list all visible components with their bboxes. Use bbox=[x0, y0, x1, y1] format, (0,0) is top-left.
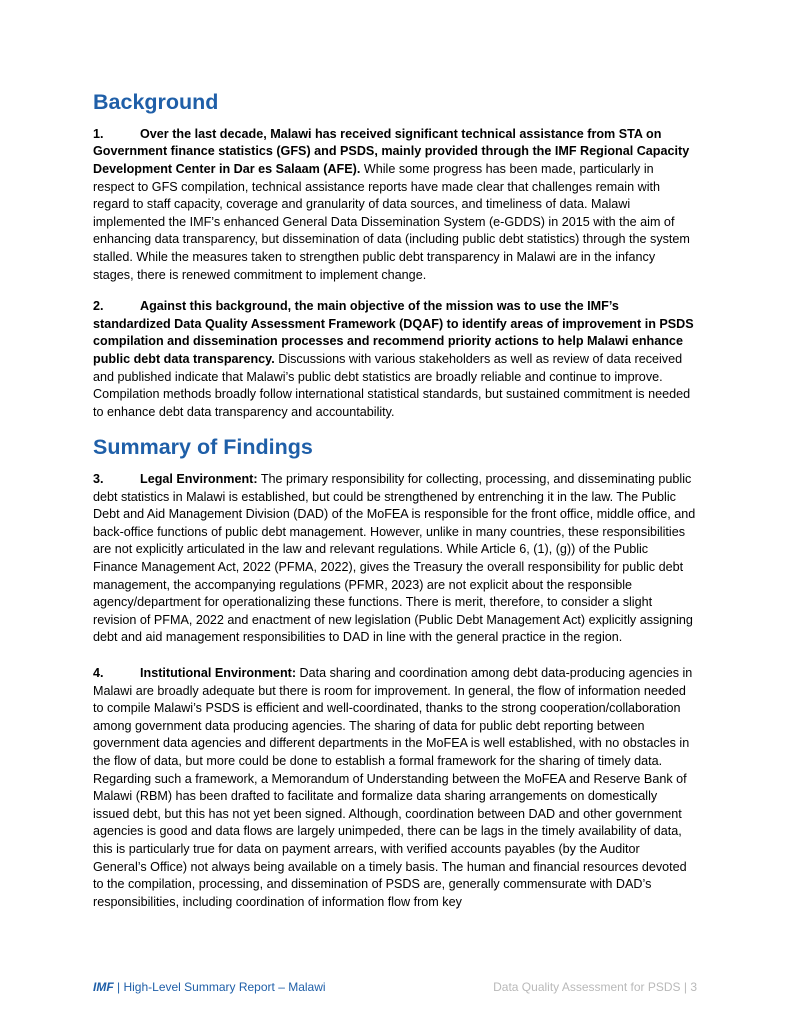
paragraph-lead: Legal Environment: bbox=[140, 472, 258, 487]
paragraph-2 bbox=[93, 298, 696, 421]
paragraph-number: 4. bbox=[93, 666, 104, 681]
footer-page-info: Data Quality Assessment for PSDS | 3 bbox=[493, 980, 697, 994]
paragraph-text: While some progress has been made, particularly in respect to GFS compilation, technical assistance reports have made clear that challenges remain with regard to staff capacity, coverage and granularity of data sources, and timeliness of data. Malawi implemented the IMF’s enhanced General Data Dissemination System (e-GDDS) in 2015 with the aim of enhancing data transparency, but dissemination of data (including public debt statistics) through the system stalled. While the measures taken to strengthen public debt transparency in Malawi are in the infancy stages, there is renewed commitment to implement change. bbox=[93, 161, 690, 282]
paragraph-number: 1. bbox=[93, 126, 104, 141]
paragraph-lead: Against this background, the main objective of the mission was to use the IMF’s standardized Data Quality Assessment Framework (DQAF) to identify areas of improvement in PSDS compilation and dissemination processes and recommend priority actions to help Malawi enhance public debt data transparency. bbox=[93, 299, 694, 366]
paragraph-1 bbox=[93, 126, 696, 284]
heading-summary-of-findings: Summary of Findings bbox=[93, 435, 313, 460]
footer-left bbox=[93, 980, 326, 994]
footer-separator: | bbox=[113, 980, 124, 994]
paragraph-lead: Over the last decade, Malawi has received significant technical assistance from STA on Government finance statistics (GFS) and PSDS, mainly provided through the IMF Regional Capacity Development Center in Dar es Salaam (AFE). bbox=[93, 126, 690, 176]
paragraph-text: Data sharing and coordination among debt data-producing agencies in Malawi are broadly adequate but there is room for improvement. In general, the flow of information needed to compile Malawi’s PSDS is efficient and well-coordinated, thanks to the strong cooperation/collaboration among government data producing agencies. The sharing of data for public debt reporting between government data agencies and different departments in the MoFEA is well established, with no obstacles in the flow of data, but more could be done to establish a formal framework for the sharing of timely data. Regarding such a framework, a Memorandum of Understanding between the MoFEA and Reserve Bank of Malawi (RBM) has been drafted to facilitate and formalize data sharing arrangements on domestically issued debt, but this has not yet been signed. Although, coordination between DAD and other government agencies is good and data flows are largely unimpeded, there can be lags in the timely availability of data, this is particularly true for data on payment arrears, with verified accounts payables (by the Auditor General’s Office) not always being available on a timely basis. The human and financial resources devoted to the compilation, processing, and dissemination of PSDS are, generally commensurate with DAD’s responsibilities, including coordination of information flow from key bbox=[93, 666, 693, 909]
page-footer bbox=[93, 980, 697, 994]
paragraph-number: 2. bbox=[93, 299, 104, 314]
paragraph-number: 3. bbox=[93, 472, 104, 487]
paragraph-4 bbox=[93, 665, 696, 911]
document-body bbox=[93, 90, 696, 925]
paragraph-3 bbox=[93, 471, 696, 647]
paragraph-text: The primary responsibility for collecting, processing, and disseminating public debt statistics in Malawi is established, but could be strengthened by entrenching it in the law. The Public Debt and Aid Management Division (DAD) of the MoFEA is responsible for the front office, middle office, and back-office functions of public debt management. However, unlike in many countries, these responsibilities are not explicitly articulated in the law and relevant regulations. While Article 6, (1), (g)) of the Public Finance Management Act, 2022 (PFMA, 2022), gives the Treasury the overall responsibility for public debt management, the accompanying regulations (PFMR, 2023) are not explicit about the responsible agency/department for operationalizing these functions. There is merit, therefore, to consider a slight revision of PFMA, 2022 and enactment of new legislation (Public Debt Management Act) explicitly assigning debt and aid management responsibilities to DAD in line with the general practice in the region. bbox=[93, 472, 696, 645]
paragraph-lead: Institutional Environment: bbox=[140, 666, 297, 681]
paragraph-text: Discussions with various stakeholders as well as review of data received and published indicate that Malawi’s public debt statistics are broadly reliable and continue to improve. Compilation methods broadly follow international statistical standards, but sustained commitment is needed to enhance debt data transparency and accountability. bbox=[93, 351, 691, 419]
footer-report-title: High-Level Summary Report – Malawi bbox=[123, 980, 326, 994]
heading-background: Background bbox=[93, 90, 219, 114]
imf-logo-text: IMF bbox=[93, 980, 114, 994]
